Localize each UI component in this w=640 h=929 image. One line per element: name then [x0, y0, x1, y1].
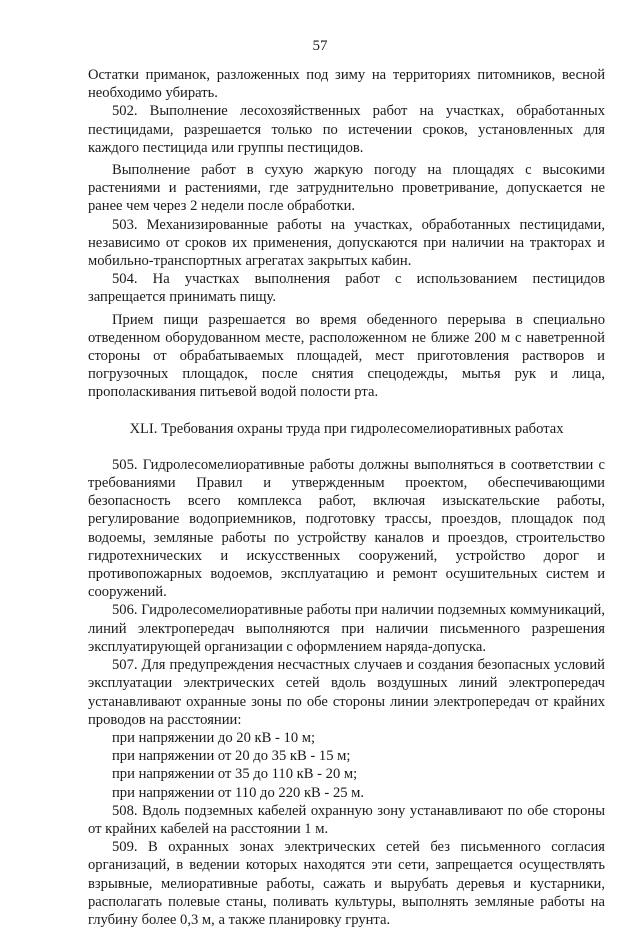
voltage-list-item: при напряжении до 20 кВ - 10 м;: [112, 729, 316, 746]
page-content: [88, 66, 605, 929]
paragraph-507: 507. Для предупреждения несчастных случаев и создания безопасных условий эксплуатации электрических сетей вдоль воздушных линий электропередач устанавливают охранные зоны по обе стороны линии электропередач от крайних проводов на расстоянии:: [88, 657, 605, 728]
paragraph-504: 504. На участках выполнения работ с использованием пестицидов запрещается принимать пищу.: [88, 271, 605, 306]
paragraph-502-continued: Выполнение работ в сухую жаркую погоду на площадях с высокими растениями и растениями, где затруднительно проветривание, допускается не ранее чем через 2 недели после обработки.: [88, 162, 605, 215]
paragraph-505: 505. Гидролесомелиоративные работы должны выполняться в соответствии с требованиями Правил и утвержденным проектом, обеспечивающими безопасность всего комплекса работ, включая изыскательские работы, регулирование водоприемников, подготовку трассы, проездов, площадок под водоемы, земляные работы по устройству каналов и проездов, строительство гидротехнических и искусственных сооружений, устройство дорог и противопожарных водоемов, эксплуатацию и ремонт осушительных систем и сооружений.: [88, 456, 605, 601]
page-number: 57: [312, 38, 328, 54]
voltage-list-item: при напряжении от 20 до 35 кВ - 15 м;: [112, 748, 351, 765]
voltage-list-item: при напряжении от 35 до 110 кВ - 20 м;: [112, 766, 358, 783]
paragraph-506: 506. Гидролесомелиоративные работы при наличии подземных коммуникаций, линий электропередач выполняются при наличии письменного разрешения эксплуатирующей организации с оформлением наряда-допуска.: [88, 602, 605, 655]
paragraph-502: 502. Выполнение лесохозяйственных работ на участках, обработанных пестицидами, разрешается только по истечении сроков, установленных для каждого пестицида или группы пестицидов.: [88, 103, 605, 156]
paragraph-remnants: Остатки приманок, разложенных под зиму на территориях питомников, весной необходимо убирать.: [88, 67, 605, 102]
paragraph-508: 508. Вдоль подземных кабелей охранную зону устанавливают по обе стороны от крайних кабелей на расстоянии 1 м.: [88, 802, 605, 837]
paragraph-504-continued: Прием пищи разрешается во время обеденного перерыва в специально отведенном оборудованном месте, расположенном не ближе 200 м с наветренной стороны от обрабатываемых площадей, мест приготовления растворов и погрузочных площадок, после снятия спецодежды, мытья рук и лица, прополаскивания питьевой водой полости рта.: [88, 311, 605, 401]
section-heading: XLI. Требования охраны труда при гидролесомелиоративных работах: [129, 420, 564, 437]
paragraph-509: 509. В охранных зонах электрических сетей без письменного согласия организаций, в ведении которых находятся эти сети, запрещается осуществлять взрывные, мелиоративные работы, сажать и вырубать деревья и кустарники, располагать полевые станы, поливать культуры, выполнять земляные работы на глубину более 0,3 м, а также планировку грунта.: [88, 839, 605, 928]
paragraph-503: 503. Механизированные работы на участках, обработанных пестицидами, независимо от сроков их применения, допускаются при наличии на тракторах и мобильно-транспортных агрегатах закрытых кабин.: [88, 216, 605, 270]
voltage-list-item: при напряжении от 110 до 220 кВ - 25 м.: [112, 784, 365, 801]
